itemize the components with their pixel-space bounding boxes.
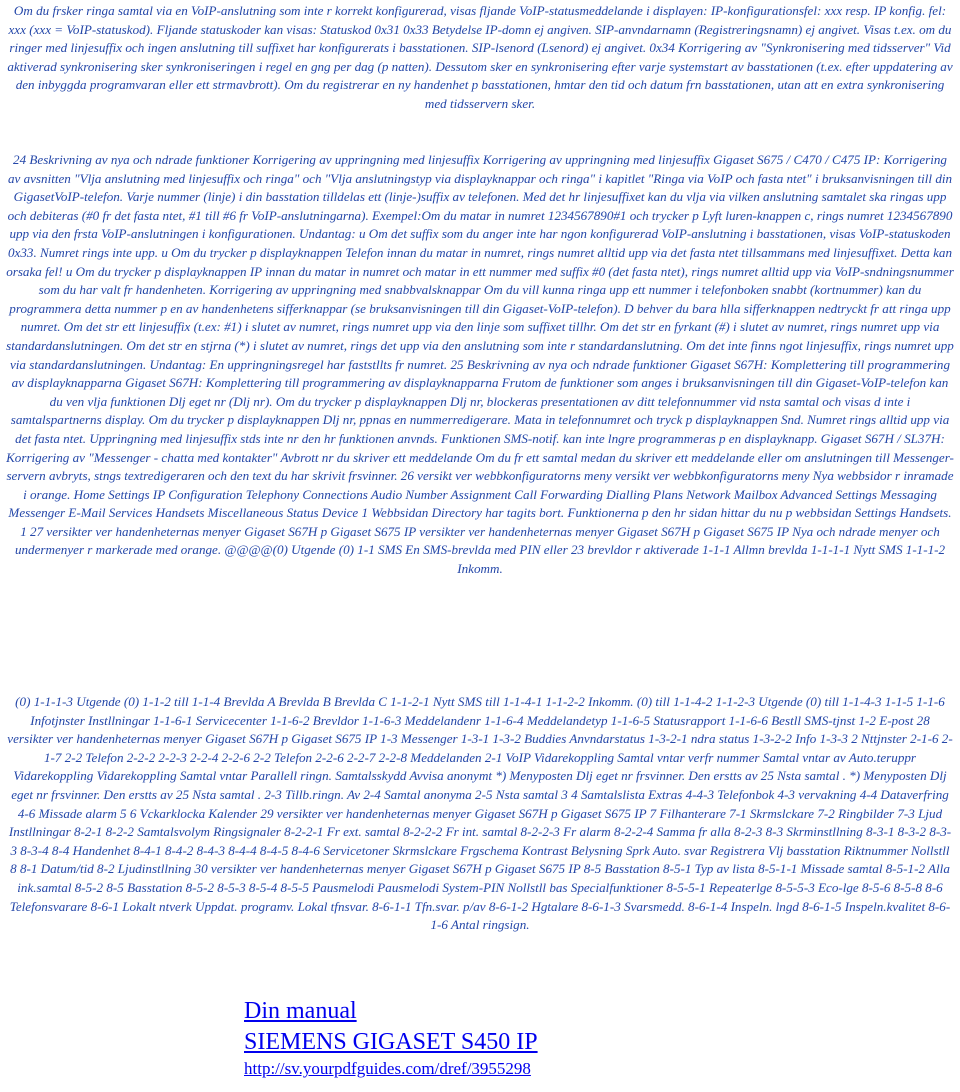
product-link[interactable]: SIEMENS GIGASET S450 IP (244, 1029, 538, 1055)
url-link[interactable]: http://sv.yourpdfguides.com/dref/3955298 (244, 1059, 531, 1078)
manual-link[interactable]: Din manual (244, 998, 357, 1024)
paragraph-menu-overview: (0) 1-1-1-3 Utgende (0) 1-1-2 till 1-1-4 Brevlda A Brevlda B Brevlda C 1-1-2-1 Nytt SMS till 1-1-4-1 1-1-2-2 Inkomm. (0) till 1-1-4-2 1-1-2-3 Utgende (0) till 1-1-4-3 1-1-5 1-1-6 Infotjnster Instllningar 1-1-6-1 Servicecenter 1-1-6-2 Brevldor 1-1-6-3 Meddelandenr 1-1-6-4 Meddelandetyp 1-1-6-5 Statusrapport 1-1-6-6 Bestll SMS-tjnst 1-2 E-post 28 versikter ver handenheternas menyer Gigaset S67H p Gigaset S675 IP 1-3 Messenger 1-3-1 1-3-2 Buddies Anvndarstatus 1-3-2-1 ndra status 1-3-2-2 Info 1-3-3 2 Nttjnster 2-1-6 2-1-7 2-2 Telefon 2-2-2 2-2-3 2-2-4 2-2-6 2-2 Telefon 2-2-6 2-2-7 2-2-8 Meddelanden 2-1 VoIP Vidarekoppling Samtal vntar verfr nummer Samtal vntar av Auto.teruppr Vidarekoppling Vidarekoppling Samtal vntar Parallell ringn. Samtalsskydd Avvisa anonymt *) Menyposten Dlj eget nr frsvinner. Den erstts av 25 Nsta samtal . *) Menyposten Dlj eget nr frsvinner. Den erstts av 25 Nsta samtal . 2-3 Tillb.ringn. Av 2-4 Samtal anonyma 2-5 Nsta samtal 3 4 Samtalslista Extras 4-4-3 Telefonbok 4-3 vervakning 4-4 Dataverfring 4-6 Missade alarm 5 6 Vckarklocka Kalender 29 versikter ver handenheternas menyer Gigaset S67H p Gigaset S675 IP 7 Filhanterare 7-1 Skrmslckare 7-2 Ringbilder 7-3 Ljud Instllningar 8-2-1 8-2-2 Samtalsvolym Ringsignaler 8-2-2-1 Fr ext. samtal 8-2-2-2 Fr int. samtal 8-2-2-3 Fr alarm 8-2-2-4 Samma fr alla 8-2-3 8-3 Skrminstllning 8-3-1 8-3-2 8-3-3 8-3-4 8-4 Handenhet 8-4-1 8-4-2 8-4-3 8-4-4 8-4-5 8-4-6 Servicetoner Skrmslckare Frgschema Kontrast Belysning Sprk Auto. svar Registrera Vlj basstation Riktnummer Nollstll 8 8-1 Datum/tid 8-2 Ljudinstllning 30 versikter ver handenheternas menyer Gigaset S67H p Gigaset S675 IP 8-5 Basstation 8-5-1 Typ av lista 8-5-1-1 Missade samtal 8-5-1-2 Alla ink.samtal 8-5-2 8-5 Basstation 8-5-2 8-5-3 8-5-4 8-5-5 Pausmelodi Pausmelodi System-PIN Nollstll bas Specialfunktioner 8-5-5-1 Repeaterlge 8-5-5-3 Eco-lge 8-5-6 8-5-8 8-6 Telefonsvarare 8-6-1 Lokalt ntverk Uppdat. programv. Lokal tfnsvar. 8-6-1-1 Tfn.svar. p/av 8-6-1-2 Hgtalare 8-6-1-3 Svarsmedd. 8-6-1-4 Inspeln. lngd 8-6-1-5 Inspeln.kvalitet 8-6-1-6 Antal ringsign. (7, 694, 953, 933)
paragraph-feature-corrections: 24 Beskrivning av nya och ndrade funktioner Korrigering av uppringning med linjesuffix Korrigering av uppringning med linjesuffix Gigaset S675 / C470 / C475 IP: Korrigering av avsnitten "Vlja anslutning med linjesuffix och ringa" och "Vlja anslutningstyp via displayknappar och ringa" i kapitlet "Ringa via VoIP och fasta ntet" i bruksanvisningen till din GigasetVoIP-telefon. Varje nummer (linje) i din basstation tilldelas ett (linje-)suffix av telefonen. Med det hr linjesuffixet kan du vlja via vilken anslutning samtalet ska ringas upp och debiteras (#0 fr det fasta ntet, #1 till #6 fr VoIP-anslutningarna). Exempel:Om du matar in numret 1234567890#1 och trycker p Lyft luren-knappen c, rings numret 1234567890 upp via den frsta VoIP-anslutningen i konfigurationen. Undantag: u Om det suffix som du anger inte har ngon konfigurerad VoIP-anslutning i basstationen, visas VoIP-statuskoden 0x33. Numret rings inte upp. u Om du trycker p displayknappen Telefon innan du matar in numret, rings numret alltid upp via det fasta ntet tillsammans med linjesuffixet. Detta kan orsaka fel! u Om du trycker p displayknappen IP innan du matar in numret och matar in ett nummer med suffix #0 (det fasta ntet), rings numret alltid upp via VoIP-sndningsnummer som du har valt fr handenheten. Korrigering av uppringning med snabbvalsknappar Om du vill kunna ringa upp ett nummer i telefonboken snabbt (kortnummer) kan du programmera detta nummer p en av handenhetens sifferknappar (se bruksanvisningen till din Gigaset-VoIP-telefon). D behver du bara hlla sifferknappen nedtryckt fr att ringa upp numret. Om det str ett linjesuffix (t.ex: #1) i slutet av numret, rings numret upp via den linje som suffixet tillhr. Om det str en fyrkant (#) i slutet av numret, rings numret upp via standardanslutningen. Om det str en stjrna (*) i slutet av numret, rings det upp via den anslutning som inte r standardanslutning. Om det inte finns ngot linjesuffix, rings numret upp via standardanslutningen. Undantag: En uppringningsregel har faststllts fr numret. 25 Beskrivning av nya och ndrade funktioner Gigaset S67H: Komplettering till programmering av displayknapparna Gigaset S67H: Komplettering till programmering av displayknapparna Frutom de funktioner som anges i bruksanvisningen till din Gigaset-VoIP-telefon kan du ven vlja funktionen Dlj eget nr (Dlj nr). Om du trycker p displayknappen Dlj nr, blockeras presentationen av ditt telefonnummer vid nsta samtal och visas d inte i samtalspartnerns display. Om du trycker p displayknappen Dlj nr, ppnas en nummerredigerare. Mata in telefonnumret och tryck p displayknappen Snd. Numret rings alltid upp via det fasta ntet. Uppringning med linjesuffix stds inte nr den hr funktionen anvnds. Funktionen SMS-notif. kan inte lngre programmeras p en displayknapp. Gigaset S67H / SL37H: Korrigering av "Messenger - chatta med kontakter" Avbrott nr du skriver ett meddelande Om du fr ett samtal medan du skriver ett meddelande eller om anslutningen till Messenger-servern avbryts, stngs textredigeraren och den text du har skrivit frsvinner. 26 versikt ver webbkonfiguratorns meny versikt ver webbkonfiguratorns meny Nya webbsidor r inramade i orange. Home Settings IP Configuration Telephony Connections Audio Number Assignment Call Forwarding Dialling Plans Network Mailbox Advanced Settings Messaging Messenger E-Mail Services Handsets Miscellaneous Status Device 1 Webbsidan Directory har tagits bort. Funktionerna p den hr sidan hittar du nu p webbsidan Settings Handsets. 1 27 versikter ver handenheternas menyer Gigaset S67H p Gigaset S675 IP versikter ver handenheternas menyer Gigaset S67H p Gigaset S675 IP Nya och ndrade menyer och undermenyer r markerade med orange. @@@@(0) Utgende (0) 1-1 SMS En SMS-brevlda med PIN eller 23 brevldor r aktiverade 1-1-1 Allmn brevlda 1-1-1-1 Nytt SMS 1-1-1-2 Inkomm. (6, 152, 954, 577)
paragraph-voip-status-codes: Om du frsker ringa samtal via en VoIP-anslutning som inte r korrekt konfigurerad, visas fljande VoIP-statusmeddelande i displayen: IP-konfigurationsfel: xxx resp. IP konfig. fel: xxx (xxx = VoIP-statuskod). Fljande statuskoder kan visas: Statuskod 0x31 0x33 Betydelse IP-domn ej angiven. SIP-anvndarnamn (Registreringsnamn) ej angivet. Visas t.ex. om du ringer med linjesuffix och ingen anslutning till suffixet har konfigurerats i basstationen. SIP-lsenord (Lsenord) ej angivet. 0x34 Korrigering av "Synkronisering med tidsserver" Vid aktiverad synkronisering sker synkroniseringen i regel en gng per dag (p natten). Dessutom sker en synkronisering efter varje systemstart av basstationen (t.ex. efter uppdatering av den inbyggda programvaran eller ett strmavbrott). Om du registrerar en ny handenhet p basstationen, hmtar den tid och datum frn basstationen, utan att en extra synkronisering med tidsservern sker. (7, 3, 953, 111)
manual-footer (244, 996, 604, 1080)
